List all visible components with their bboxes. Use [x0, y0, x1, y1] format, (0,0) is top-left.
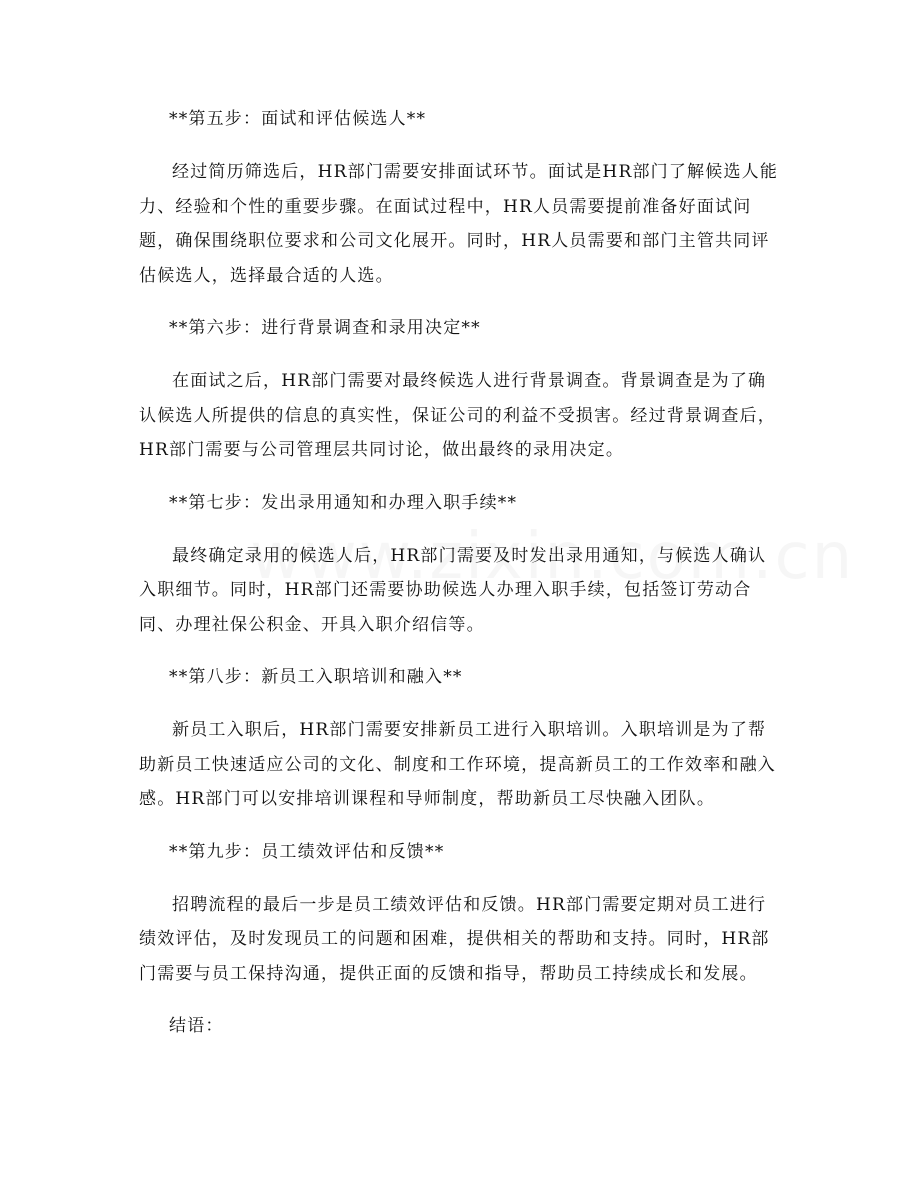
section-heading-step7: **第七步：发出录用通知和办理入职手续** [169, 492, 518, 513]
section-heading-step8: **第八步：新员工入职培训和融入** [169, 667, 463, 687]
section-heading-step6: **第六步：进行背景调查和录用决定** [169, 318, 481, 338]
section-paragraph-step6: 在面试之后，HR部门需要对最终候选人进行背景调查。背景调查是为了确认候选人所提供的信息的真实性，保证公司的利益不受损害。经过背景调查后，HR部门需要与公司管理层共同讨论，做出最终的录用决定。 [139, 371, 776, 460]
section-paragraph-step9: 招聘流程的最后一步是员工绩效评估和反馈。HR部门需要定期对员工进行绩效评估，及时发现员工的问题和困难，提供相关的帮助和支持。同时，HR部门需要与员工保持沟通，提供正面的反馈和指导，帮助员工持续成长和发展。 [139, 894, 770, 984]
section-heading-step9: **第九步：员工绩效评估和反馈** [169, 841, 445, 862]
document-body [139, 104, 781, 1041]
section-paragraph-step7: 最终确定录用的候选人后，HR部门需要及时发出录用通知，与候选人确认入职细节。同时，HR部门还需要协助候选人办理入职手续，包括签订劳动合同、办理社保公积金、开具入职介绍信等。 [139, 545, 767, 635]
section-paragraph-step8: 新员工入职后，HR部门需要安排新员工进行入职培训。入职培训是为了帮助新员工快速适应公司的文化、制度和工作环境，提高新员工的工作效率和融入感。HR部门可以安排培训课程和导师制度，帮助新员工尽快融入团队。 [139, 720, 776, 809]
closing-label: 结语： [169, 1016, 224, 1036]
section-paragraph-step5: 经过简历筛选后，HR部门需要安排面试环节。面试是HR部门了解候选人能力、经验和个性的重要步骤。在面试过程中，HR人员需要提前准备好面试问题，确保围绕职位要求和公司文化展开。同时，HR人员需要和部门主管共同评估候选人，选择最合适的人选。 [139, 162, 779, 286]
section-heading-step5: **第五步：面试和评估候选人** [169, 109, 427, 129]
